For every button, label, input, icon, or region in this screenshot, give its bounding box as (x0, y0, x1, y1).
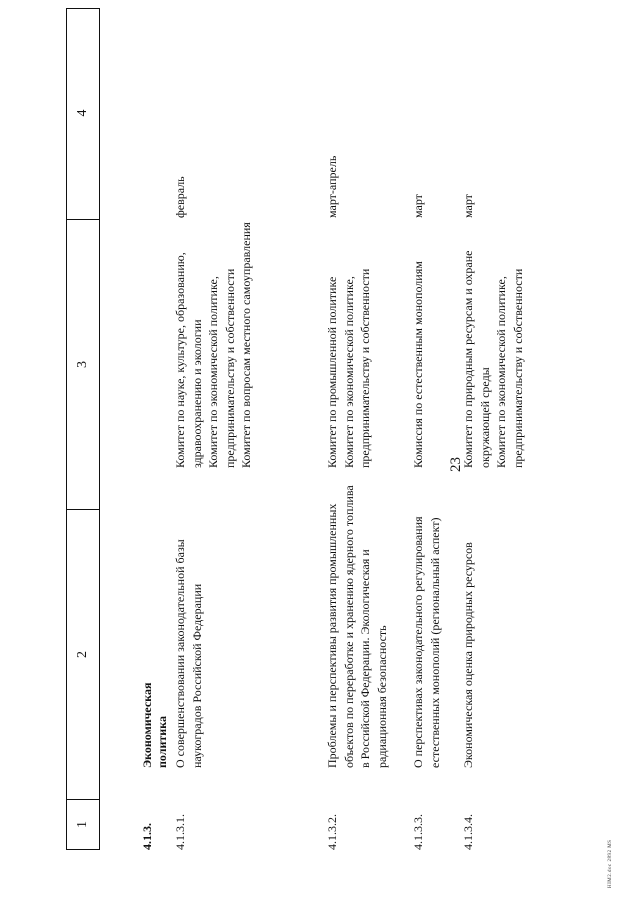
column-number-4: 4 (75, 109, 90, 117)
row-theme: Экономическая оценка природных ресурсов (461, 542, 475, 768)
row-theme: Проблемы и перспективы развития промышленных объектов по переработке и хранению ядерного топлива в Российской Федерации. Экологическая и радиационная безопасность (325, 485, 389, 768)
row-date: февраль (173, 176, 187, 218)
footer-doc-code: HIM2.doc 2892 MS (608, 839, 613, 888)
row-executors: Комитет по природным ресурсам и охране окружающей среды Комитет по экономической политике, предпринимательству и собственности (461, 250, 525, 468)
row-number: 4.1.3.3. (411, 814, 425, 850)
row-executors: Комитет по науке, культуре, образованию, здравоохранению и экологии Комитет по экономической политике, предпринимательству и собственности Комитет по вопросам местного самоуправления (173, 222, 253, 468)
column-number-header (66, 8, 100, 850)
row-theme: О совершенствовании законодательной базы наукоградов Российской Федерации (173, 539, 204, 768)
column-number-1: 1 (67, 799, 99, 849)
row-number: 4.1.3.4. (461, 814, 475, 850)
row-number: 4.1.3.1. (173, 814, 187, 850)
row-date: март (411, 194, 425, 218)
row-theme: О перспективах законодательного регулирования естественных монополий (региональный аспект) (411, 516, 442, 768)
column-number-3: 3 (67, 219, 99, 509)
row-executors: Комиссия по естественным монополиям (411, 261, 425, 468)
page-number: 23 (448, 457, 464, 472)
row-date: март (461, 194, 475, 218)
section-title: Экономическая политика (140, 682, 169, 768)
row-number: 4.1.3.2. (325, 814, 339, 850)
row-date: март-апрель (325, 155, 339, 218)
section-number: 4.1.3. (140, 823, 154, 850)
row-executors: Комитет по промышленной политике Комитет по экономической политике, предпринимательству и собственности (325, 268, 372, 468)
column-number-2: 2 (67, 509, 99, 799)
